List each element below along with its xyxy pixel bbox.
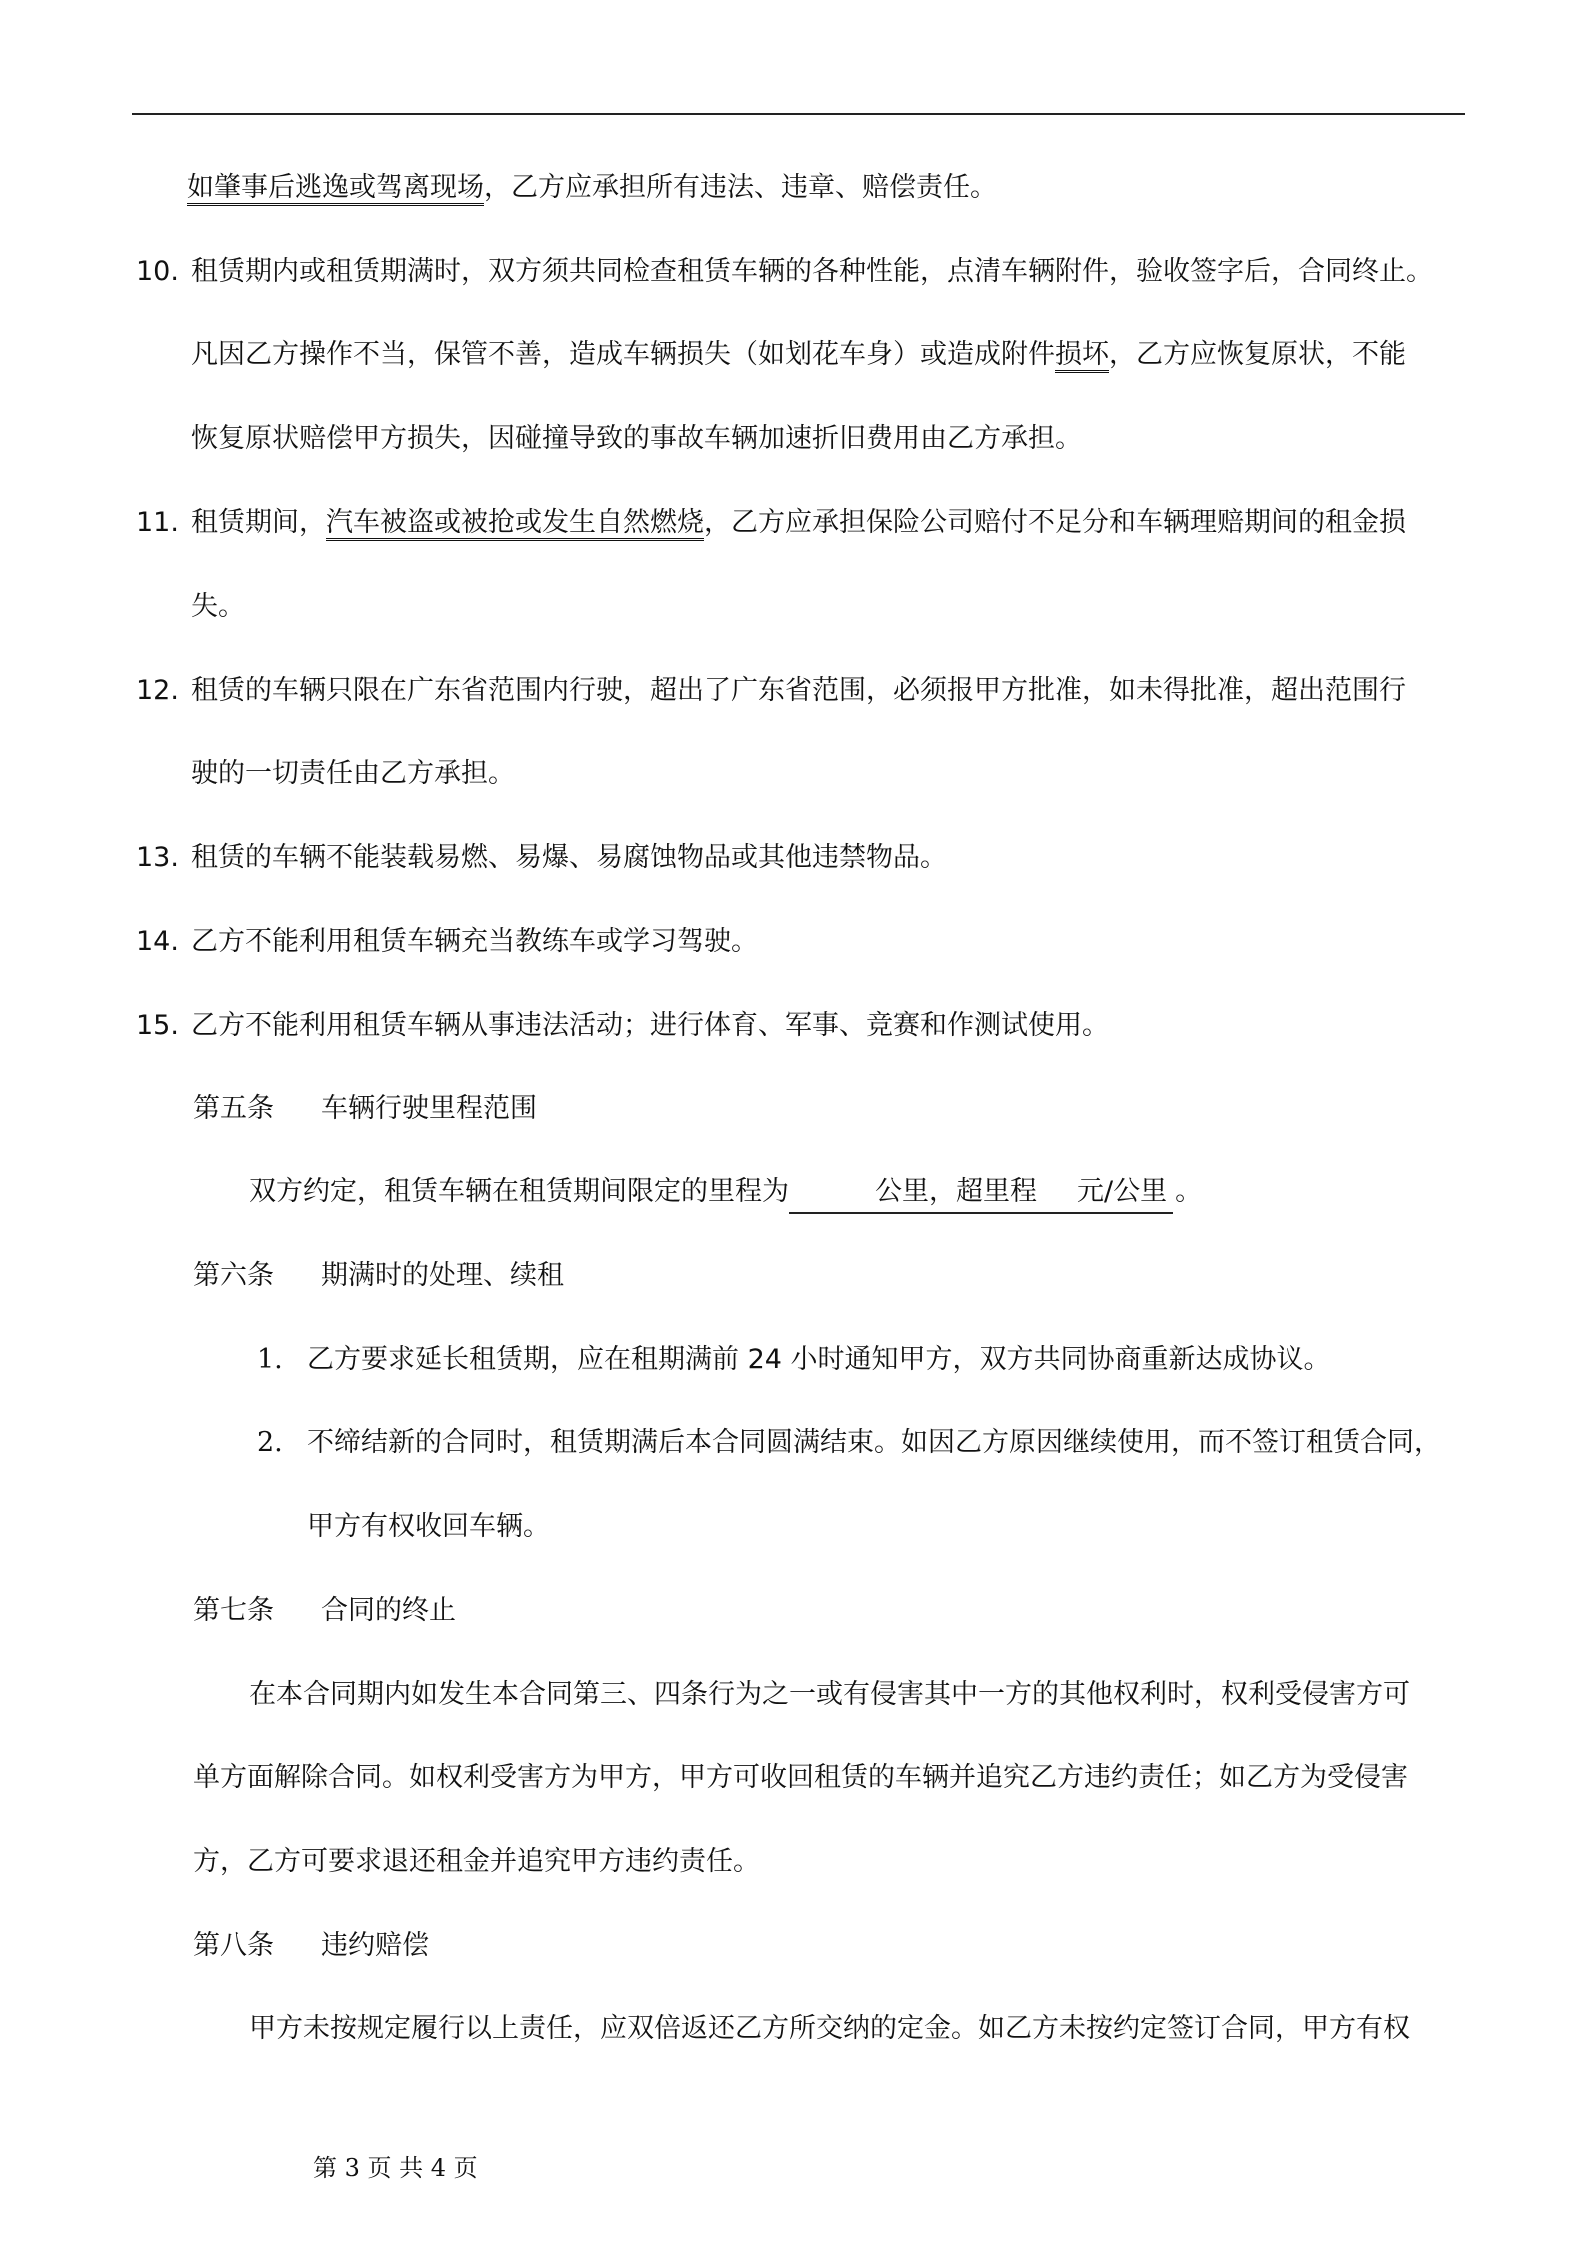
item-14: 14. 乙方不能利用租赁车辆充当教练车或学习驾驶。 [136,922,758,962]
article-8-line-1: 甲方未按规定履行以上责任，应双倍返还乙方所交纳的定金。如乙方未按约定签订合同，甲方有权 [249,2013,1410,2044]
article-title: 期满时的处理、续租 [321,1260,564,1291]
article-title: 违约赔偿 [321,1930,429,1961]
item-11-line-2: 失。 [191,591,245,622]
item-11-line-1: 11. 租赁期间，汽车被盗或被抢或发生自然燃烧，乙方应承担保险公司赔付不足分和车辆理赔期间的租金损 [136,503,1406,543]
item-12-line-2: 驶的一切责任由乙方承担。 [191,758,515,789]
article-6-item-1: 1. 乙方要求延长租赁期，应在租期满前 24 小时通知甲方，双方共同协商重新达成协议。 [257,1340,1331,1380]
item-10-line-2: 凡因乙方操作不当，保管不善，造成车辆损失（如划花车身）或造成附件损坏，乙方应恢复原状，不能 [191,339,1406,370]
underlined-phrase: 汽车被盗或被抢或发生自然燃烧 [326,507,704,538]
article-7-line-2: 单方面解除合同。如权利受害方为甲方，甲方可收回租赁的车辆并追究乙方违约责任；如乙方为受侵害 [193,1762,1408,1793]
item-number: 10. [136,256,179,287]
article-title: 合同的终止 [321,1595,456,1626]
article-6-item-2-line-1: 2. 不缔结新的合同时，租赁期满后本合同圆满结束。如因乙方原因继续使用，而不签订租赁合同， [257,1423,1441,1463]
item-number: 13. [136,842,179,873]
item-number: 15. [136,1010,179,1041]
article-label: 第七条 [193,1595,274,1626]
item-number: 12. [136,675,179,706]
item-number: 11. [136,507,179,538]
item-number: 14. [136,926,179,957]
article-6-item-2-line-2: 甲方有权收回车辆。 [307,1511,550,1542]
item-15: 15. 乙方不能利用租赁车辆从事违法活动；进行体育、军事、竞赛和作测试使用。 [136,1006,1109,1046]
article-6-heading [193,1256,564,1296]
article-label: 第八条 [193,1930,274,1961]
article-5-text: 双方约定，租赁车辆在租赁期间限定的里程为 公里，超里程 元/公里 。 [249,1172,1202,1214]
article-8-heading [193,1926,429,1966]
article-title: 车辆行驶里程范围 [321,1093,537,1124]
item-10-line-3: 恢复原状赔偿甲方损失，因碰撞导致的事故车辆加速折旧费用由乙方承担。 [191,423,1082,454]
item-13: 13. 租赁的车辆不能装载易燃、易爆、易腐蚀物品或其他违禁物品。 [136,838,947,878]
article-7-heading [193,1591,456,1631]
article-label: 第五条 [193,1093,274,1124]
article-7-line-1: 在本合同期内如发生本合同第三、四条行为之一或有侵害其中一方的其他权利时，权利受侵害方可 [249,1679,1410,1710]
item-10-line-1: 10. 租赁期内或租赁期满时，双方须共同检查租赁车辆的各种性能，点清车辆附件，验收签字后，合同终止。 [136,252,1433,292]
item-9-continuation: 如肇事后逃逸或驾离现场，乙方应承担所有违法、违章、赔偿责任。 [187,172,997,203]
underlined-word: 损坏 [1055,339,1109,370]
article-7-line-3: 方，乙方可要求退还租金并追究甲方违约责任。 [193,1846,760,1877]
item-12-line-1: 12. 租赁的车辆只限在广东省范围内行驶，超出了广东省范围，必须报甲方批准，如未得批准，超出范围行 [136,671,1406,711]
item-number: 2. [257,1427,283,1458]
page-number-footer: 第 3 页 共 4 页 [313,2154,478,2182]
article-5-heading [193,1089,537,1129]
article-label: 第六条 [193,1260,274,1291]
item-number: 1. [257,1344,283,1375]
underlined-phrase: 如肇事后逃逸或驾离现场 [187,172,484,203]
fill-blank-line: 公里，超里程 元/公里 [789,1172,1173,1214]
header-rule [132,113,1465,115]
